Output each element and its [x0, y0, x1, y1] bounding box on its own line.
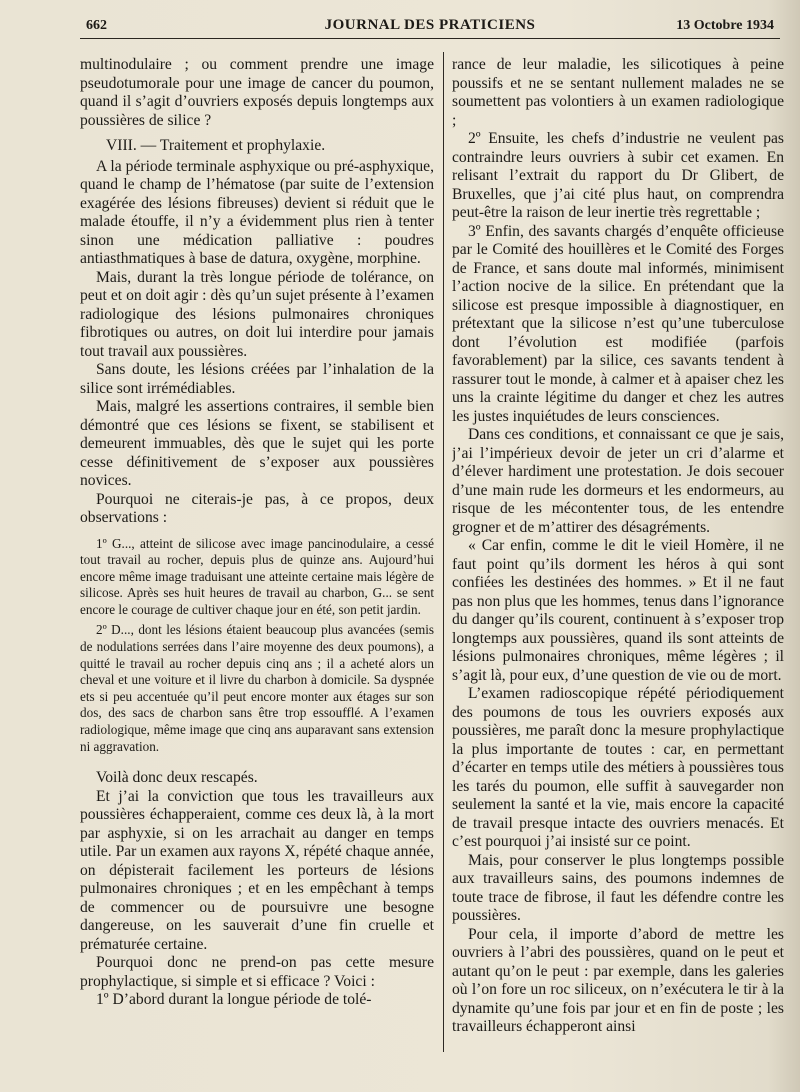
spacer	[80, 528, 434, 536]
paragraph: Pourquoi donc ne prend-on pas cette mesure prophylactique, si simple et si efficace ? Voici :	[80, 954, 434, 990]
paragraph: multinodulaire ; ou comment prendre une image pseudotumorale pour une image de cancer du poumon, quand il s’agit d’ouvriers exposés depuis longtemps aux poussières de silice ?	[80, 56, 434, 129]
paragraph: Pourquoi ne citerais-je pas, à ce propos, deux observations :	[80, 490, 434, 526]
paragraph: « Car enfin, comme le dit le vieil Homère, il ne faut point qu’ils dorment les héros à qui sont confiées les destinées des hommes. » Et il ne faut pas non plus que les hommes, tenus dans l’ignorance du danger qu’ils courent, continuent à s’exposer trop longtemps aux poussières, quand ils sont atteints de lésions pulmonaires chroniques, même légères ; il s’agit là, pour eux, d’une question de vie ou de mort.	[452, 537, 784, 684]
spacer	[80, 755, 434, 769]
paragraph: L’examen radioscopique répété périodiquement des poumons de tous les ouvriers exposés aux poussières, me paraît donc la mesure prophylactique la plus importante de toutes : car, en permettant d’écarter en temps utile des métiers à poussières tous les tarés du poumon, elle suffit à sauvegarder non seulement la santé et la vie, mais encore la capacité de travail presque intacte des ouvriers menacés. Et c’est pourquoi j’ai insisté sur ce point.	[452, 685, 784, 850]
paragraph: Voilà donc deux rescapés.	[96, 769, 258, 787]
page-header	[80, 14, 780, 39]
observation-1: 1º G..., atteint de silicose avec image pancinodulaire, a cessé tout travail au rocher, depuis plus de quinze ans. Aujourd’hui encore même image traduisant une atteinte certaine mais légère de silicose. Après ses huit heures de travail au charbon, G... se sent encore le courage de cultiver chaque jour en été, son petit jardin.	[80, 535, 434, 617]
paragraph: Mais, pour conserver le plus longtemps possible aux travailleurs sains, des poumons indemnes de toute trace de fibrose, il faut les défendre contre les poussières.	[452, 851, 784, 924]
journal-title: JOURNAL DES PRATICIENS	[324, 17, 536, 33]
column-divider	[443, 52, 444, 1052]
right-column	[452, 56, 784, 1072]
paragraph: Et j’ai la conviction que tous les travailleurs aux poussières échapperaient, comme ces deux là, à la mort par asphyxie, si on les arrachait au danger en temps utile. Par un examen aux rayons X, répété chaque année, on dépisterait facilement les porteurs de lésions pulmonaires chroniques ; et en les empêchant à temps de commencer ou de poursuivre une besogne dangereuse, on les sauverait d’une fin cruelle et prématurée certaine.	[80, 787, 434, 953]
left-column	[80, 56, 434, 1010]
paragraph: 3º Enfin, des savants chargés d’enquête officieuse par le Comité des houillères et le Comité des Forges de France, et sans doute mal informés, minimisent l’action nocive de la silice. En prétendant que la silicose est presque impossible à diagnostiquer, en prétextant que la silicose n’est qu’une tuberculose dont l’évolution est modifiée (parfois favorablement) par la silice, ces savants tendent à rassurer tout le monde, à calmer et à apaiser chez les uns la crainte légitime du danger et chez les autres les justes inquiétudes de leurs consciences.	[452, 222, 784, 425]
observation-2: 2º D..., dont les lésions étaient beaucoup plus avancées (semis de nodulations serrées dans l’aire moyenne des deux poumons), a quitté le travail au rocher depuis cinq ans ; il a acheté alors un cheval et une voiture et il livre du charbon à domicile. Sa dyspnée ets si peu accentuée qu’il peut encore monter aux étages sur son dos, des sacs de charbon sans être trop essoufflé. A l’examen radiologique, même image que cinq ans auparavant sans extension ni aggravation.	[80, 622, 434, 754]
paragraph: 2º Ensuite, les chefs d’industrie ne veulent pas contraindre leurs ouvriers à subir cet examen. En relisant l’extrait du rapport du Dr Glibert, de Bruxelles, que j’ai cité plus haut, on comprendra peut-être la raison de leur inertie très regrettable ;	[452, 130, 784, 221]
section-heading: VIII. — Traitement et prophylaxie.	[106, 137, 326, 154]
paragraph: A la période terminale asphyxique ou pré-asphyxique, quand le champ de l’hématose (par suite de l’extension exagérée des lésions fibreuses) devient si réduit que le malade étouffe, il n’y a évidemment plus rien à tenter sinon une médication palliative : poudres antiasthmatiques à base de datura, oxygène, morphine.	[80, 157, 434, 267]
paragraph: Mais, durant la très longue période de tolérance, on peut et on doit agir : dès qu’un sujet présente à l’examen radiologique des lésions pulmonaires chroniques fibrotiques ou autres, on doit lui interdire pour jamais tout travail aux poussières.	[80, 268, 434, 360]
paragraph: rance de leur maladie, les silicotiques à peine poussifs et ne se sentant nullement malades ne se soumettent pas volontiers à un examen radiologique ;	[452, 56, 784, 129]
paragraph: 1º D’abord durant la longue période de tolé-	[96, 991, 372, 1009]
page-number: 662	[86, 18, 107, 33]
issue-date: 13 Octobre 1934	[676, 18, 774, 33]
paragraph: Dans ces conditions, et connaissant ce que je sais, j’ai l’impérieux devoir de jeter un cri d’alarme et d’élever hardiment une protestation. Je dois secouer d’une main rude les dormeurs et les endormeurs, au risque de les mécontenter tous, de les entendre grogner et de m’attirer des désagréments.	[452, 426, 784, 536]
paragraph: Pour cela, il importe d’abord de mettre les ouvriers à l’abri des poussières, quand on le peut et autant qu’on le peut : par exemple, dans les galeries où l’on fore un roc siliceux, on n’exécutera le tir à la dynamite qu’une fois par jour et en fin de poste ; les travailleurs échapperont ainsi	[452, 925, 784, 1035]
paragraph: Sans doute, les lésions créées par l’inhalation de la silice sont irrémédiables.	[80, 361, 434, 397]
paragraph: Mais, malgré les assertions contraires, il semble bien démontré que ces lésions se fixent, se stabilisent et demeurent immuables, dès que le sujet qui les porte cesse définitivement de s’exposer aux poussières novices.	[80, 398, 434, 489]
